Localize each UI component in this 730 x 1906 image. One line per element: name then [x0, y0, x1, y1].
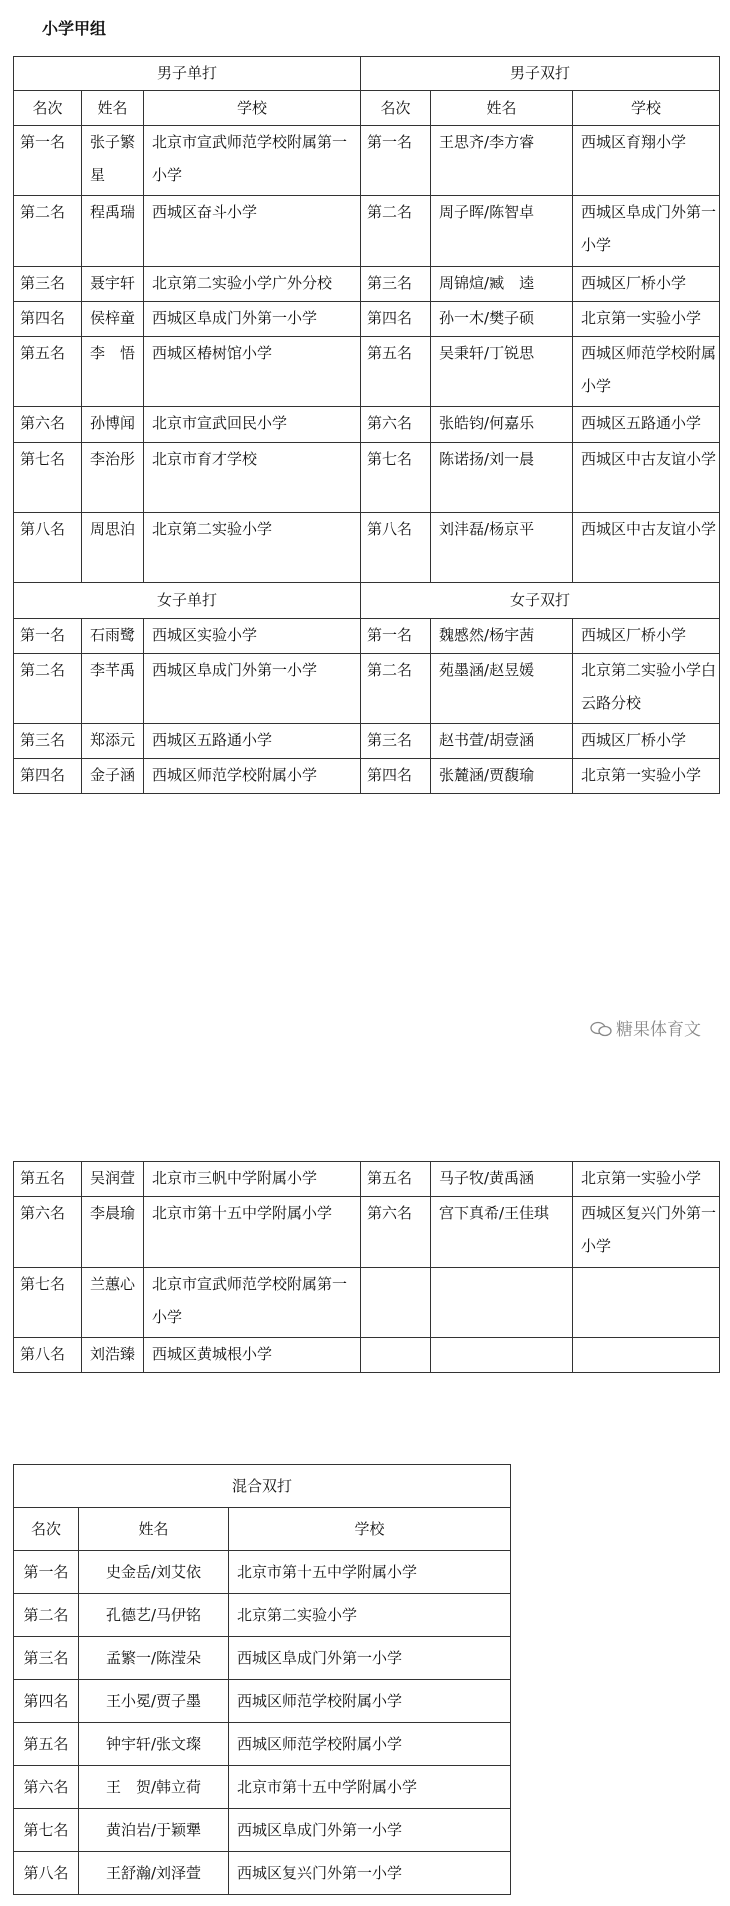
singles-school: 西城区五路通小学 — [144, 724, 361, 759]
table-row — [14, 407, 720, 443]
table-row — [14, 1551, 511, 1594]
singles-rank: 第三名 — [14, 724, 82, 759]
doubles-rank: 第五名 — [361, 1162, 431, 1197]
doubles-rank: 第六名 — [361, 1197, 431, 1268]
col-header-school: 学校 — [573, 91, 720, 126]
singles-name: 聂宇轩 — [82, 267, 144, 302]
doubles-name — [431, 1338, 573, 1373]
doubles-name: 赵书萱/胡壹涵 — [431, 724, 573, 759]
col-header-name: 姓名 — [431, 91, 573, 126]
watermark — [590, 1015, 701, 1040]
singles-name: 孙博闻 — [82, 407, 144, 443]
table-row — [14, 126, 720, 196]
doubles-school — [573, 1268, 720, 1338]
doubles-rank: 第七名 — [361, 443, 431, 513]
singles-rank: 第六名 — [14, 1197, 82, 1268]
doubles-name: 宫下真希/王佳琪 — [431, 1197, 573, 1268]
doubles-school: 北京第二实验小学白云路分校 — [573, 654, 720, 724]
doubles-rank: 第二名 — [361, 196, 431, 267]
mixed-title-row — [14, 1465, 511, 1508]
mixed-name: 孟繁一/陈滢朵 — [79, 1637, 229, 1680]
singles-name: 张子繁星 — [82, 126, 144, 196]
doubles-school: 西城区厂桥小学 — [573, 724, 720, 759]
watermark-text: 糖果体育文 — [616, 1020, 701, 1040]
table-row — [14, 1852, 511, 1895]
boys-title-row — [14, 57, 720, 91]
singles-name: 李晨瑜 — [82, 1197, 144, 1268]
singles-rank: 第八名 — [14, 513, 82, 583]
col-header-name: 姓名 — [79, 1508, 229, 1551]
singles-school: 西城区实验小学 — [144, 619, 361, 654]
doubles-school: 北京第一实验小学 — [573, 759, 720, 794]
doubles-name: 刘沣磊/杨京平 — [431, 513, 573, 583]
doubles-name: 魏慼然/杨宇茜 — [431, 619, 573, 654]
doubles-name: 王思齐/李方睿 — [431, 126, 573, 196]
doubles-rank: 第一名 — [361, 126, 431, 196]
mixed-school: 西城区师范学校附属小学 — [229, 1723, 511, 1766]
mixed-school: 西城区阜成门外第一小学 — [229, 1637, 511, 1680]
mixed-doubles-title: 混合双打 — [14, 1465, 511, 1508]
singles-school: 西城区师范学校附属小学 — [144, 759, 361, 794]
table-row — [14, 1637, 511, 1680]
singles-rank: 第六名 — [14, 407, 82, 443]
results-table-main — [13, 56, 720, 794]
singles-rank: 第一名 — [14, 619, 82, 654]
doubles-name: 周子晖/陈智卓 — [431, 196, 573, 267]
girls-singles-title: 女子单打 — [14, 583, 361, 619]
mixed-rank: 第一名 — [14, 1551, 79, 1594]
singles-name: 金子涵 — [82, 759, 144, 794]
doubles-rank: 第三名 — [361, 724, 431, 759]
singles-rank: 第四名 — [14, 302, 82, 337]
doubles-school: 西城区师范学校附属小学 — [573, 337, 720, 407]
singles-name: 郑添元 — [82, 724, 144, 759]
doubles-rank: 第六名 — [361, 407, 431, 443]
singles-school: 北京市三帆中学附属小学 — [144, 1162, 361, 1197]
table-row — [14, 443, 720, 513]
doubles-school: 北京第一实验小学 — [573, 1162, 720, 1197]
singles-rank: 第五名 — [14, 1162, 82, 1197]
doubles-name: 张皓钧/何嘉乐 — [431, 407, 573, 443]
doubles-school: 西城区中古友谊小学 — [573, 443, 720, 513]
singles-rank: 第八名 — [14, 1338, 82, 1373]
girls-title-row — [14, 583, 720, 619]
singles-rank: 第四名 — [14, 759, 82, 794]
col-header-school: 学校 — [229, 1508, 511, 1551]
mixed-school: 北京市第十五中学附属小学 — [229, 1551, 511, 1594]
singles-school: 西城区阜成门外第一小学 — [144, 302, 361, 337]
table-row — [14, 1680, 511, 1723]
doubles-school: 西城区厂桥小学 — [573, 619, 720, 654]
col-header-rank: 名次 — [361, 91, 431, 126]
doubles-school: 西城区中古友谊小学 — [573, 513, 720, 583]
table-row — [14, 1338, 720, 1373]
singles-school: 西城区椿树馆小学 — [144, 337, 361, 407]
col-header-name: 姓名 — [82, 91, 144, 126]
doubles-school: 西城区育翔小学 — [573, 126, 720, 196]
singles-name: 兰蕙心 — [82, 1268, 144, 1338]
doubles-school: 西城区阜成门外第一小学 — [573, 196, 720, 267]
singles-school: 西城区黄城根小学 — [144, 1338, 361, 1373]
singles-name: 李治彤 — [82, 443, 144, 513]
mixed-rank: 第六名 — [14, 1766, 79, 1809]
singles-rank: 第七名 — [14, 1268, 82, 1338]
col-header-school: 学校 — [144, 91, 361, 126]
singles-name: 周思泊 — [82, 513, 144, 583]
singles-name: 李芊禹 — [82, 654, 144, 724]
mixed-rank: 第三名 — [14, 1637, 79, 1680]
doubles-school — [573, 1338, 720, 1373]
singles-rank: 第一名 — [14, 126, 82, 196]
singles-school: 北京第二实验小学广外分校 — [144, 267, 361, 302]
mixed-name: 钟宇轩/张文璨 — [79, 1723, 229, 1766]
mixed-name: 孔德艺/马伊铭 — [79, 1594, 229, 1637]
doubles-rank: 第一名 — [361, 619, 431, 654]
table-row — [14, 302, 720, 337]
doubles-rank: 第五名 — [361, 337, 431, 407]
doubles-name: 陈诺扬/刘一晨 — [431, 443, 573, 513]
table-row — [14, 619, 720, 654]
singles-school: 西城区阜成门外第一小学 — [144, 654, 361, 724]
doubles-name — [431, 1268, 573, 1338]
boys-doubles-title: 男子双打 — [361, 57, 720, 91]
table-row — [14, 513, 720, 583]
doubles-rank — [361, 1268, 431, 1338]
doubles-school: 西城区五路通小学 — [573, 407, 720, 443]
mixed-school: 北京市第十五中学附属小学 — [229, 1766, 511, 1809]
doubles-name: 苑墨涵/赵昱媛 — [431, 654, 573, 724]
mixed-name: 王舒瀚/刘泽萱 — [79, 1852, 229, 1895]
table-row — [14, 1197, 720, 1268]
singles-rank: 第七名 — [14, 443, 82, 513]
mixed-name: 史金岳/刘艾依 — [79, 1551, 229, 1594]
page-title: 小学甲组 — [42, 19, 107, 38]
singles-rank: 第二名 — [14, 654, 82, 724]
singles-school: 北京第二实验小学 — [144, 513, 361, 583]
table-row — [14, 1766, 511, 1809]
mixed-rank: 第七名 — [14, 1809, 79, 1852]
doubles-name: 马子牧/黄禹涵 — [431, 1162, 573, 1197]
table-row — [14, 724, 720, 759]
col-header-rank: 名次 — [14, 1508, 79, 1551]
singles-school: 北京市第十五中学附属小学 — [144, 1197, 361, 1268]
doubles-rank: 第四名 — [361, 759, 431, 794]
table-row — [14, 654, 720, 724]
col-header-rank: 名次 — [14, 91, 82, 126]
mixed-rank: 第五名 — [14, 1723, 79, 1766]
doubles-rank: 第三名 — [361, 267, 431, 302]
doubles-name: 张麓涵/贾馥瑜 — [431, 759, 573, 794]
mixed-rank: 第四名 — [14, 1680, 79, 1723]
doubles-name: 孙一木/樊子硕 — [431, 302, 573, 337]
singles-name: 侯梓童 — [82, 302, 144, 337]
mixed-school: 西城区师范学校附属小学 — [229, 1680, 511, 1723]
doubles-rank: 第八名 — [361, 513, 431, 583]
doubles-rank — [361, 1338, 431, 1373]
singles-rank: 第二名 — [14, 196, 82, 267]
doubles-rank: 第四名 — [361, 302, 431, 337]
doubles-school: 西城区复兴门外第一小学 — [573, 1197, 720, 1268]
girls-doubles-title: 女子双打 — [361, 583, 720, 619]
singles-school: 西城区奋斗小学 — [144, 196, 361, 267]
singles-name: 吴润萱 — [82, 1162, 144, 1197]
boys-singles-title: 男子单打 — [14, 57, 361, 91]
singles-school: 北京市宣武回民小学 — [144, 407, 361, 443]
table-row — [14, 1268, 720, 1338]
column-header-row — [14, 1508, 511, 1551]
table-row — [14, 1162, 720, 1197]
table-row — [14, 759, 720, 794]
doubles-school: 北京第一实验小学 — [573, 302, 720, 337]
singles-name: 程禹瑞 — [82, 196, 144, 267]
doubles-name: 周锦煊/臧 逵 — [431, 267, 573, 302]
mixed-school: 西城区阜成门外第一小学 — [229, 1809, 511, 1852]
singles-school: 北京市宣武师范学校附属第一小学 — [144, 1268, 361, 1338]
column-header-row — [14, 91, 720, 126]
singles-name: 刘浩臻 — [82, 1338, 144, 1373]
table-row — [14, 1809, 511, 1852]
mixed-doubles-table — [13, 1464, 511, 1895]
results-table-continued — [13, 1161, 720, 1373]
doubles-name: 吴秉轩/丁锐思 — [431, 337, 573, 407]
singles-name: 石雨鹭 — [82, 619, 144, 654]
mixed-name: 王小冕/贾子墨 — [79, 1680, 229, 1723]
singles-name: 李 悟 — [82, 337, 144, 407]
mixed-rank: 第二名 — [14, 1594, 79, 1637]
mixed-name: 王 贺/韩立荷 — [79, 1766, 229, 1809]
table-row — [14, 196, 720, 267]
wechat-icon — [590, 1021, 612, 1037]
table-row — [14, 1594, 511, 1637]
mixed-school: 西城区复兴门外第一小学 — [229, 1852, 511, 1895]
singles-rank: 第五名 — [14, 337, 82, 407]
table-row — [14, 1723, 511, 1766]
mixed-school: 北京第二实验小学 — [229, 1594, 511, 1637]
doubles-rank: 第二名 — [361, 654, 431, 724]
singles-school: 北京市宣武师范学校附属第一小学 — [144, 126, 361, 196]
doubles-school: 西城区厂桥小学 — [573, 267, 720, 302]
singles-school: 北京市育才学校 — [144, 443, 361, 513]
mixed-name: 黄泊岩/于颖犟 — [79, 1809, 229, 1852]
singles-rank: 第三名 — [14, 267, 82, 302]
mixed-rank: 第八名 — [14, 1852, 79, 1895]
table-row — [14, 337, 720, 407]
table-row — [14, 267, 720, 302]
